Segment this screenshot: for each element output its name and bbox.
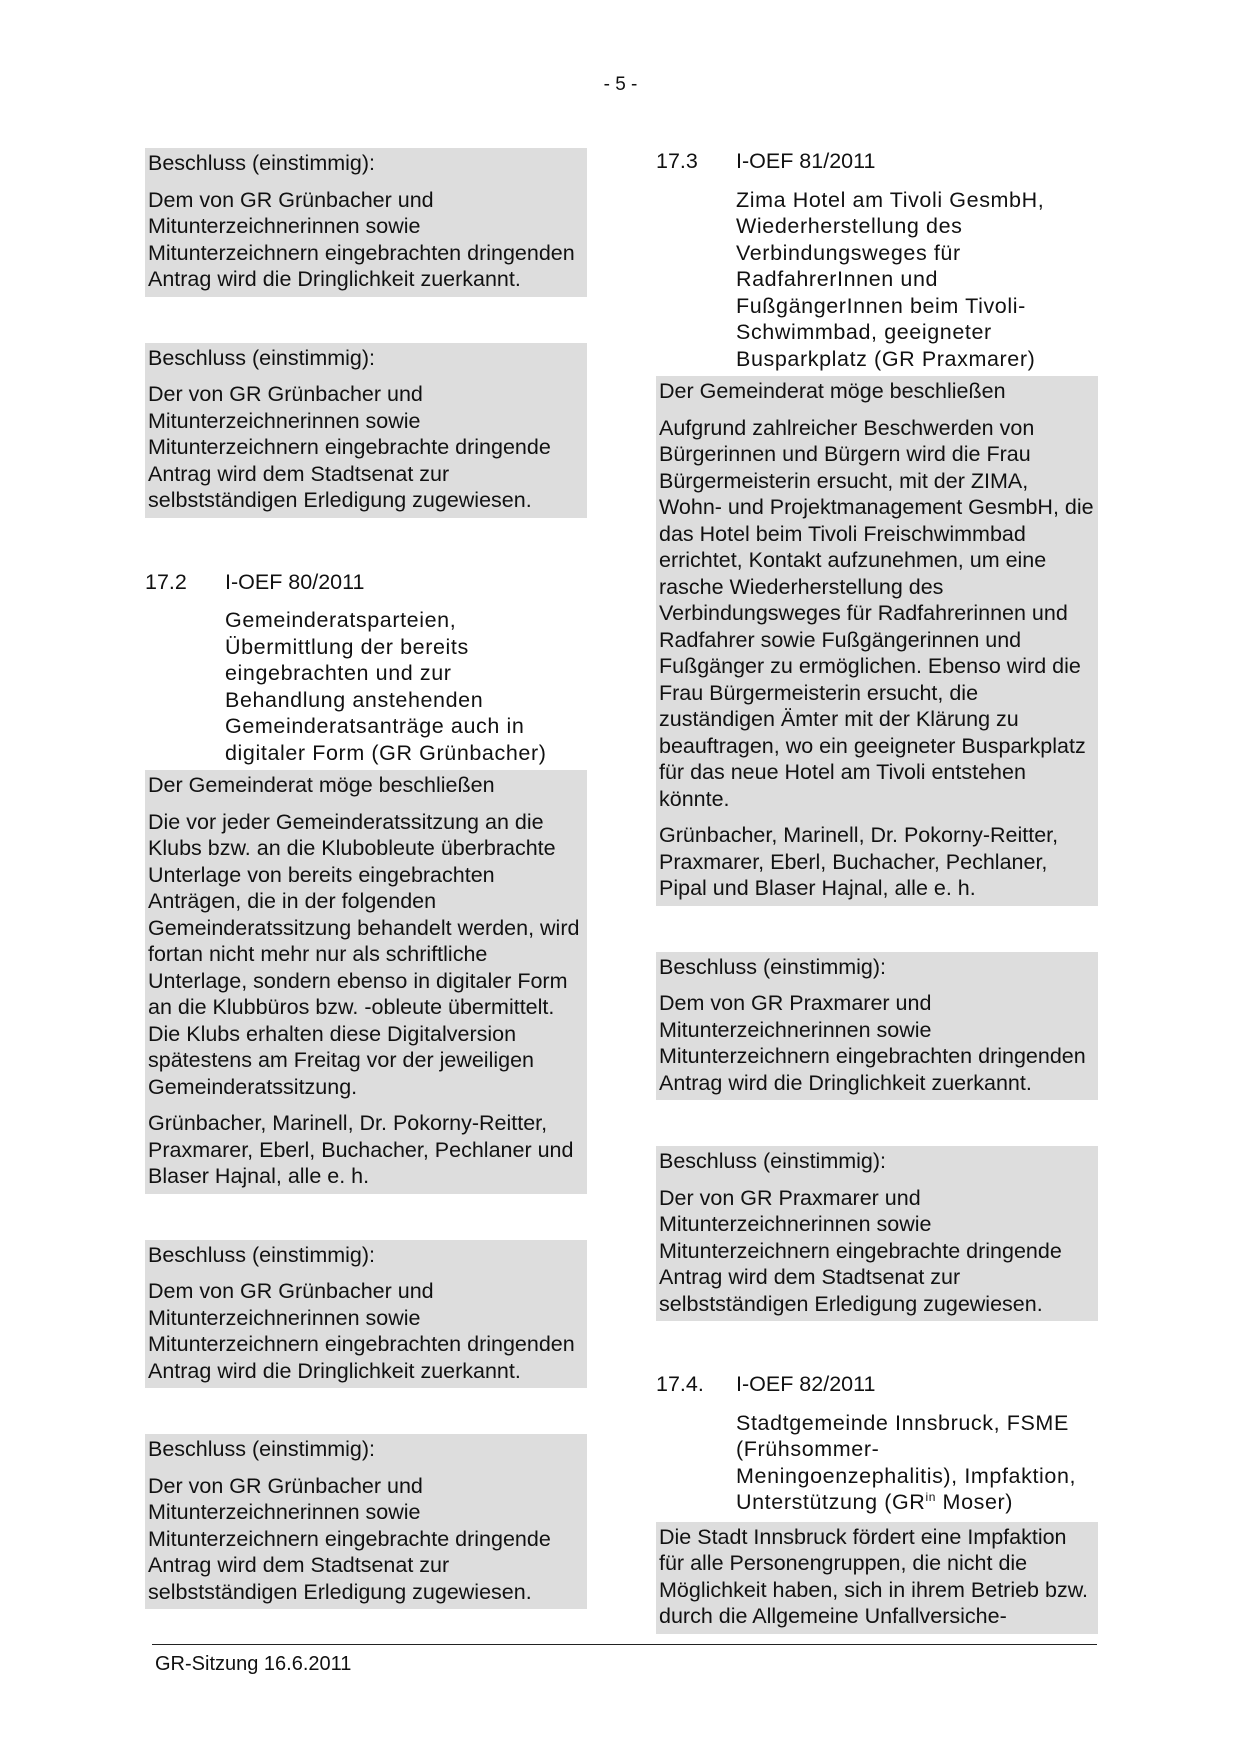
- motion-box: [145, 770, 587, 1194]
- motion-box: [656, 1522, 1098, 1634]
- footer-divider: [152, 1644, 1097, 1645]
- item-id: I-OEF 80/2011: [225, 569, 365, 594]
- item-id: I-OEF 81/2011: [736, 149, 876, 173]
- item-description: Zima Hotel am Tivoli GesmbH, Wiederherstellung des Verbindungsweges für RadfahrerInnen und FußgängerInnen beim Tivoli-Schwimmbad, geeigneter Busparkplatz (GR Praxmarer): [736, 187, 1045, 371]
- item-id: I-OEF 82/2011: [736, 1372, 876, 1396]
- resolution-head: Beschluss (einstimmig):: [148, 1242, 375, 1267]
- resolution-text: Dem von GR Grünbacher und Mitunterzeichnerinnen sowie Mitunterzeichnern eingebrachten dringenden Antrag wird die Dringlichkeit zuerkannt.: [148, 1279, 575, 1383]
- resolution-text: Der von GR Praxmarer und Mitunterzeichnerinnen sowie Mitunterzeichnern eingebrachte dringende Antrag wird dem Stadtsenat zur selbstständigen Erledigung zugewiesen.: [659, 1185, 1062, 1316]
- item-description-main: Stadtgemeinde Innsbruck, FSME (Frühsommer-Meningoenzephalitis), Impfaktion, Unterstützung (GR: [736, 1410, 1077, 1514]
- motion-box: [656, 376, 1098, 906]
- left-column: [145, 148, 587, 1609]
- motion-head: Der Gemeinderat möge beschließen: [659, 379, 1006, 403]
- resolution-box: [145, 343, 587, 518]
- resolution-box: [145, 148, 587, 297]
- footer-session-label: GR-Sitzung 16.6.2011: [155, 1653, 352, 1675]
- item-description-superscript: in: [925, 1489, 936, 1504]
- agenda-item-17-3: [656, 148, 1098, 372]
- resolution-box: [145, 1240, 587, 1389]
- resolution-head: Beschluss (einstimmig):: [659, 954, 886, 979]
- agenda-item-17-2: [145, 569, 587, 767]
- motion-text: Die vor jeder Gemeinderatssitzung an die Klubs bzw. an die Klubobleute überbrachte Unterlage von bereits eingebrachten Anträgen, die in der folgenden Gemeinderatssitzung behandelt werden, wird fortan nicht mehr nur als schriftliche Unterlage, sondern ebenso in digitaler Form an die Klubbüros bzw. -obleute übermittelt. Die Klubs erhalten diese Digitalversion spätestens am Freitag vor der jeweiligen Gemeinderatssitzung.: [148, 809, 580, 1099]
- item-number: 17.3: [656, 149, 698, 173]
- resolution-box: [656, 952, 1098, 1101]
- resolution-text: Der von GR Grünbacher und Mitunterzeichnerinnen sowie Mitunterzeichnern eingebrachte dringende Antrag wird dem Stadtsenat zur selbstständigen Erledigung zugewiesen.: [148, 382, 551, 512]
- signatories: Grünbacher, Marinell, Dr. Pokorny-Reitter, Praxmarer, Eberl, Buchacher, Pechlaner und Blaser Hajnal, alle e. h.: [148, 1111, 574, 1188]
- resolution-head: Beschluss (einstimmig):: [148, 345, 375, 370]
- item-heading: [656, 148, 1098, 175]
- agenda-item-17-4: [656, 1371, 1098, 1516]
- resolution-head: Beschluss (einstimmig):: [659, 1149, 886, 1173]
- item-heading: [656, 1371, 1098, 1398]
- resolution-head: Beschluss (einstimmig):: [148, 151, 375, 175]
- resolution-box: [656, 1146, 1098, 1321]
- page-number: - 5 -: [603, 74, 638, 95]
- resolution-text: Dem von GR Praxmarer und Mitunterzeichnerinnen sowie Mitunterzeichnern eingebrachten dringenden Antrag wird die Dringlichkeit zuerkannt.: [659, 991, 1086, 1095]
- motion-text: Aufgrund zahlreicher Beschwerden von Bürgerinnen und Bürgern wird die Frau Bürgermeisterin ersucht, mit der ZIMA, Wohn- und Projektmanagement GesmbH, die das Hotel beim Tivoli Freischwimmbad errichtet, Kontakt aufzunehmen, um eine rasche Wiederherstellung des Verbindungsweges für Radfahrerinnen und Radfahrer sowie Fußgängerinnen und Fußgänger zu ermöglichen. Ebenso wird die Frau Bürgermeisterin ersucht, die zuständigen Ämter mit der Klärung zu beauftragen, wo ein geeigneter Busparkplatz für das neue Hotel am Tivoli entstehen könnte.: [659, 415, 1094, 811]
- item-description: Gemeinderatsparteien, Übermittlung der bereits eingebrachten und zur Behandlung anstehenden Gemeinderatsanträge auch in digitaler Form (GR Grünbacher): [225, 608, 547, 765]
- item-description: [736, 1410, 1098, 1516]
- item-number: 17.4.: [656, 1372, 704, 1396]
- motion-text: Die Stadt Innsbruck fördert eine Impfaktion für alle Personengruppen, die nicht die Möglichkeit haben, sich in ihrem Betrieb bzw. durch die Allgemeine Unfallversiche-: [659, 1524, 1089, 1628]
- resolution-text: Der von GR Grünbacher und Mitunterzeichnerinnen sowie Mitunterzeichnern eingebrachte dringende Antrag wird dem Stadtsenat zur selbstständigen Erledigung zugewiesen.: [148, 1473, 551, 1604]
- item-description-end: Moser): [935, 1490, 1014, 1514]
- resolution-head: Beschluss (einstimmig):: [148, 1437, 375, 1461]
- item-number: 17.2: [145, 569, 187, 594]
- motion-head: Der Gemeinderat möge beschließen: [148, 773, 495, 797]
- resolution-box: [145, 1434, 587, 1609]
- resolution-text: Dem von GR Grünbacher und Mitunterzeichnerinnen sowie Mitunterzeichnern eingebrachten dringenden Antrag wird die Dringlichkeit zuerkannt.: [148, 187, 575, 291]
- right-column: [656, 148, 1098, 1634]
- signatories: Grünbacher, Marinell, Dr. Pokorny-Reitter, Praxmarer, Eberl, Buchacher, Pechlaner, Pipal und Blaser Hajnal, alle e. h.: [659, 823, 1059, 900]
- item-heading: [145, 569, 587, 596]
